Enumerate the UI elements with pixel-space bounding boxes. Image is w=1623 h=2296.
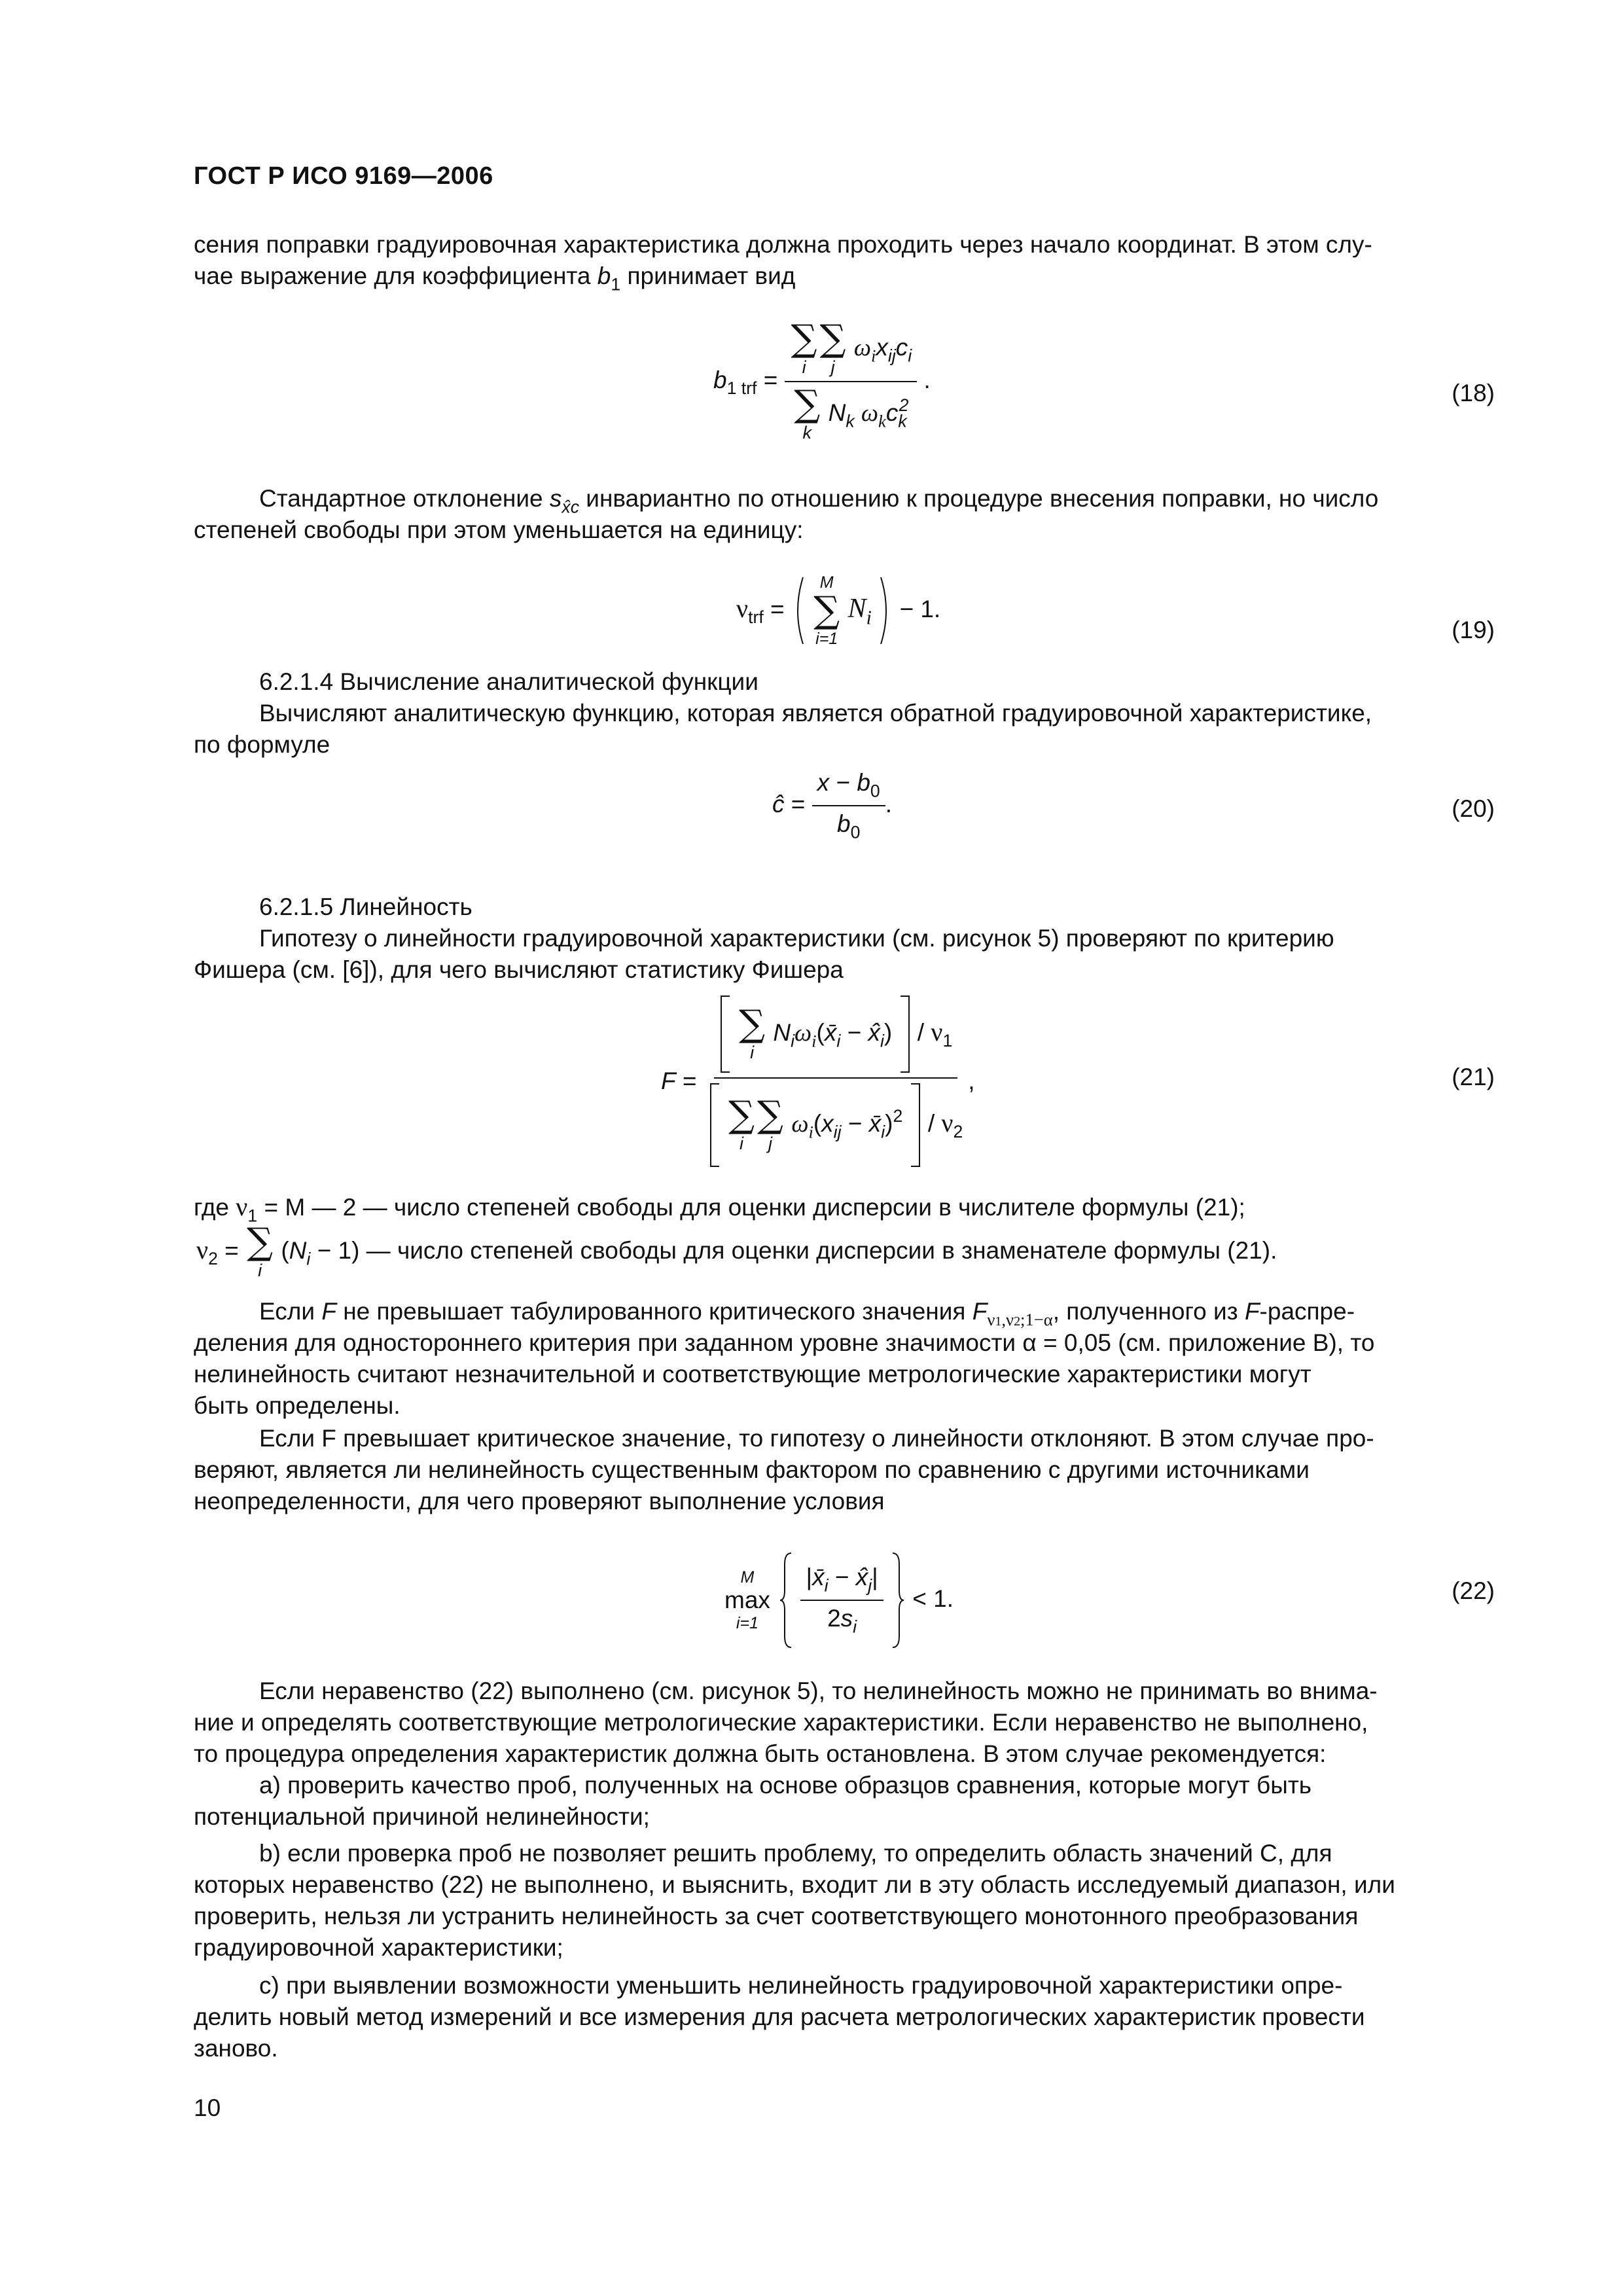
list-item-a-cont: потенциальной причиной нелинейности; <box>194 1803 650 1830</box>
paragraph-critical-value-cont <box>194 1327 1496 1422</box>
section-title: 6.2.1.5 Линейность <box>259 893 473 920</box>
equation-22: M max i=1 $\frac{|x̄_i - x̂_j|}{2s_i}$ < 1. <box>723 1551 954 1649</box>
paren-right <box>878 575 893 647</box>
eq-denominator: ∑ i ∑ j $\omega_i(x_{ij}$ − $x̄_i)^2 / \nu_2$ <box>704 1079 969 1168</box>
text-line: быть определены. <box>194 1392 401 1419</box>
symbol-s-xc: $s_{x̂c}$ <box>549 485 579 517</box>
paragraph-if-satisfied: Если неравенство (22) выполнено (см. рисунок 5), то нелинейность можно не принимать во внима- <box>259 1677 1378 1704</box>
equation-number: (18) <box>1452 380 1495 406</box>
section-6-2-1-5 <box>194 891 1496 954</box>
text-span: где <box>194 1194 236 1221</box>
text-span: инвариантно по отношению к процедуре внесения поправки, но число <box>579 485 1379 512</box>
sum-sign: ∑ i <box>728 1094 755 1153</box>
list-item-c-cont <box>194 2001 1496 2064</box>
section-title: 6.2.1.4 Вычисление аналитической функции <box>259 668 758 695</box>
text-line: Гипотезу о линейности градуировочной характеристики (см. рисунок 5) проверяют по критерию <box>259 925 1334 952</box>
text-span: 1 <box>611 274 621 295</box>
sum-sign: M ∑ i=1 <box>813 573 840 648</box>
where-nu2: $\nu_2$ = ∑ i $(N_i - 1)$ — число степеней свободы для оценки дисперсии в знаменателе формулы (21). <box>196 1221 1277 1280</box>
text-line: сения поправки градуировочная характеристика должна проходить через начало координат. В этом слу- <box>194 231 1372 258</box>
paragraph-intro <box>194 229 1496 300</box>
eq-numerator: $|x̄_i$ − $x̂_j|$ <box>800 1564 883 1601</box>
brace-left <box>778 1551 794 1649</box>
equation-21: F = ∑ i $N_i\omega_i(x̄_i$ − $x̂_i) / \nu_1$ ∑ i ∑ j $\omega_i(x_{ij}$ − $x̄_i)^2 / \nu_2$ , <box>661 995 975 1168</box>
equation-number: (21) <box>1452 1064 1495 1090</box>
text-line: которых неравенство (22) не выполнено, и выяснить, входит ли в эту область исследуемый диапазон, или <box>194 1871 1395 1898</box>
text-span: = M — 2 — число степеней свободы для оценки дисперсии в числителе формулы (21); <box>257 1194 1245 1221</box>
eq-subscript: 1 trf <box>726 378 757 399</box>
paragraph-reject-hypothesis-cont <box>194 1454 1496 1517</box>
eq-denominator: $2s_i$ <box>827 1605 857 1637</box>
paragraph-if-satisfied-cont <box>194 1707 1496 1770</box>
text-line: Вычисляют аналитическую функцию, которая является обратной градуировочной характеристике, <box>259 700 1372 726</box>
text-line: заново. <box>194 2035 278 2062</box>
paren-left <box>791 575 806 647</box>
list-item-b: b) если проверка проб не позволяет решить проблему, то определить область значений C, для <box>259 1840 1332 1867</box>
equation-number: (20) <box>1452 795 1495 822</box>
bracket-right <box>899 995 911 1073</box>
text-line <box>194 260 1496 300</box>
bracket-left <box>709 1083 721 1168</box>
sum-sign: ∑ i <box>739 1003 766 1062</box>
text-line: по формуле <box>194 731 330 758</box>
eq-numerator: ∑ i $N_i\omega_i(x̄_i$ − $x̂_i) / \nu_1$ <box>714 995 957 1079</box>
eq-fraction <box>812 769 885 843</box>
eq-numerator: $x - b_0$ <box>812 769 885 806</box>
eq-period: . <box>923 366 931 393</box>
text-line: Фишера (см. [6]), для чего вычисляют статистику Фишера <box>194 956 844 983</box>
text-line: то процедура определения характеристик должна быть остановлена. В этом случае рекомендуется: <box>194 1740 1327 1767</box>
sum-sign: ∑ j <box>819 317 846 377</box>
sum-sign: ∑ i <box>791 317 817 377</box>
text-span: — число степеней свободы для оценки дисперсии в знаменателе формулы (21). <box>359 1236 1277 1264</box>
text-line: градуировочной характеристики; <box>194 1934 563 1961</box>
text-line: веряют, является ли нелинейность существенным фактором по сравнению с другими источниками <box>194 1456 1310 1483</box>
equation-number: (19) <box>1452 617 1495 643</box>
text-span: b <box>597 262 611 289</box>
eq-equals: = <box>763 366 785 393</box>
text-span: -распре- <box>1259 1298 1355 1325</box>
list-item-c: c) при выявлении возможности уменьшить нелинейность градуировочной характеристики опре- <box>259 1972 1343 1999</box>
text-line: деления для одностороннего критерия при заданном уровне значимости α = 0,05 (см. приложение В), то <box>194 1329 1375 1356</box>
text-line: делить новый метод измерений и все измерения для расчета метрологических характеристик провести <box>194 2003 1365 2030</box>
equation-18 <box>713 317 931 442</box>
eq-fraction <box>800 1564 883 1638</box>
text-line: ние и определять соответствующие метрологические характеристики. Если неравенство не выполнено, <box>194 1709 1368 1736</box>
text-line: Если F не превышает табулированного критического значения $F_{\nu 1,\nu 2;1-\alpha}$, полученного из F-распре- <box>259 1298 1355 1330</box>
text-span: , полученного из <box>1052 1298 1245 1325</box>
text-span: чае выражение для коэффициента <box>194 262 597 289</box>
list-item-b-cont <box>194 1869 1496 1964</box>
section-6-2-1-4 <box>194 666 1496 729</box>
eq-symbol: b <box>713 366 727 393</box>
text-span: не превышает табулированного критического значения <box>336 1298 972 1325</box>
sum-sign: ∑ i <box>247 1221 274 1280</box>
equation-20: ĉ = $\frac{x - b_0}{b_0}$ . <box>772 769 893 842</box>
page-number: 10 <box>194 2094 221 2121</box>
list-item-a: a) проверить качество проб, полученных на основе образцов сравнения, которые могут быть <box>259 1772 1312 1799</box>
document-header: ГОСТ Р ИСО 9169—2006 <box>194 162 493 190</box>
text-line: неопределенности, для чего проверяют выполнение условия <box>194 1488 885 1515</box>
text-span: Стандартное отклонение <box>259 485 550 512</box>
where-nu1: где $\nu_1 = M$ — 2 — число степеней свободы для оценки дисперсии в числителе формулы (21); <box>194 1192 1245 1226</box>
sum-sign: ∑ j <box>757 1094 784 1153</box>
equation-number: (22) <box>1452 1577 1495 1604</box>
eq-fraction <box>785 317 918 442</box>
eq-denominator: $b_0$ <box>837 810 861 842</box>
brace-right <box>890 1551 906 1649</box>
eq-numerator: ∑ i ∑ j $\omega_ix_{ij}c_i$ <box>785 321 918 382</box>
paragraph-std-deviation-line2: степеней свободы при этом уменьшается на единицу: <box>194 516 804 543</box>
text-span: принимает вид <box>620 262 796 289</box>
sum-sign: ∑ k <box>794 383 821 442</box>
text-line: нелинейность считают незначительной и соответствующие метрологические характеристики могут <box>194 1361 1311 1388</box>
text-line: проверить, нельзя ли устранить нелинейность за счет соответствующего монотонного преобразования <box>194 1903 1359 1929</box>
bracket-right <box>910 1083 921 1168</box>
eq-fraction <box>704 995 969 1168</box>
max-operator: M max i=1 <box>724 1568 770 1632</box>
equation-19: $\nu_{trf}$ = M ∑ i=1 $N_i - 1$. <box>736 573 941 648</box>
eq-denominator: ∑ k $N_k$ $\omega_kc_k^2$ <box>794 383 909 442</box>
bracket-left <box>719 995 731 1073</box>
paragraph-reject-hypothesis: Если F превышает критическое значение, то гипотезу о линейности отклоняют. В этом случае про- <box>259 1425 1374 1452</box>
text-span: Если <box>259 1298 322 1325</box>
